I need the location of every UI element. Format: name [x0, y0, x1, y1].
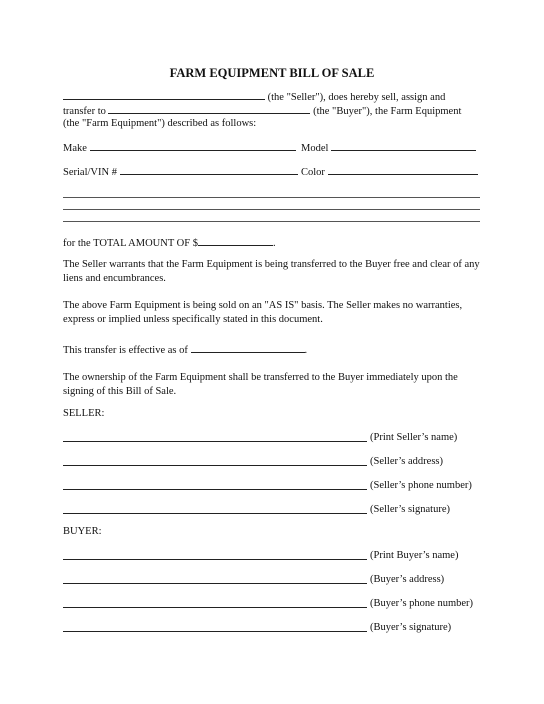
- seller-address-line[interactable]: [63, 465, 367, 466]
- seller-signature-line[interactable]: [63, 513, 367, 514]
- make-blank[interactable]: [90, 140, 296, 151]
- seller-heading: SELLER:: [63, 408, 105, 419]
- as-is-paragraph: The above Farm Equipment is being sold on an "AS IS" basis. The Seller makes no warranties, express or implied unless specifically stated in this document.: [63, 300, 463, 325]
- buyer-name-blank[interactable]: [108, 103, 310, 114]
- serial-field: [63, 164, 298, 180]
- seller-address-label: (Seller’s address): [370, 456, 443, 467]
- ownership-paragraph: The ownership of the Farm Equipment shall be transferred to the Buyer immediately upon the signing of this Bill of Sale.: [63, 372, 458, 397]
- color-field: [301, 164, 478, 180]
- serial-label: Serial/VIN #: [63, 167, 117, 178]
- total-amount-line: [63, 235, 276, 251]
- color-blank[interactable]: [328, 164, 478, 175]
- buyer-phone-label: (Buyer’s phone number): [370, 598, 474, 609]
- total-amount-blank[interactable]: [198, 235, 273, 246]
- model-label: Model: [301, 143, 329, 154]
- effective-period: .: [304, 345, 308, 356]
- seller-name-label: (Print Seller’s name): [370, 432, 458, 443]
- warranty-paragraph: The Seller warrants that the Farm Equipment is being transferred to the Buyer free and clear of any liens and encumbrances.: [63, 259, 480, 284]
- buyer-signature-label: (Buyer’s signature): [370, 622, 452, 633]
- make-field: [63, 140, 296, 156]
- described-text: (the "Farm Equipment") described as follows:: [63, 118, 257, 129]
- seller-phone-label: (Seller’s phone number): [370, 480, 472, 491]
- buyer-intro-text: (the "Buyer"), the Farm Equipment: [313, 106, 462, 117]
- model-blank[interactable]: [331, 140, 476, 151]
- description-line[interactable]: [63, 221, 480, 222]
- document-title: FARM EQUIPMENT BILL OF SALE: [169, 66, 375, 80]
- effective-date-blank[interactable]: [191, 342, 305, 353]
- seller-intro-text: (the "Seller"), does hereby sell, assign and: [267, 92, 446, 103]
- buyer-name-line[interactable]: [63, 559, 367, 560]
- total-amount-label: for the TOTAL AMOUNT OF $: [63, 238, 198, 249]
- seller-name-line[interactable]: [63, 441, 367, 442]
- transfer-to-text: transfer to: [63, 106, 106, 117]
- total-period: .: [272, 238, 276, 249]
- make-label: Make: [63, 143, 87, 154]
- buyer-address-line[interactable]: [63, 583, 367, 584]
- buyer-signature-line[interactable]: [63, 631, 367, 632]
- seller-name-blank[interactable]: [63, 89, 265, 100]
- effective-date-label: This transfer is effective as of: [63, 345, 188, 356]
- seller-phone-line[interactable]: [63, 489, 367, 490]
- description-line[interactable]: [63, 197, 480, 198]
- buyer-phone-line[interactable]: [63, 607, 367, 608]
- color-label: Color: [301, 167, 325, 178]
- buyer-name-label: (Print Buyer’s name): [370, 550, 459, 561]
- model-field: [301, 140, 476, 156]
- serial-blank[interactable]: [120, 164, 298, 175]
- buyer-address-label: (Buyer’s address): [370, 574, 445, 585]
- description-line[interactable]: [63, 209, 480, 210]
- effective-date-line: [63, 342, 307, 358]
- buyer-heading: BUYER:: [63, 526, 102, 537]
- seller-signature-label: (Seller’s signature): [370, 504, 450, 515]
